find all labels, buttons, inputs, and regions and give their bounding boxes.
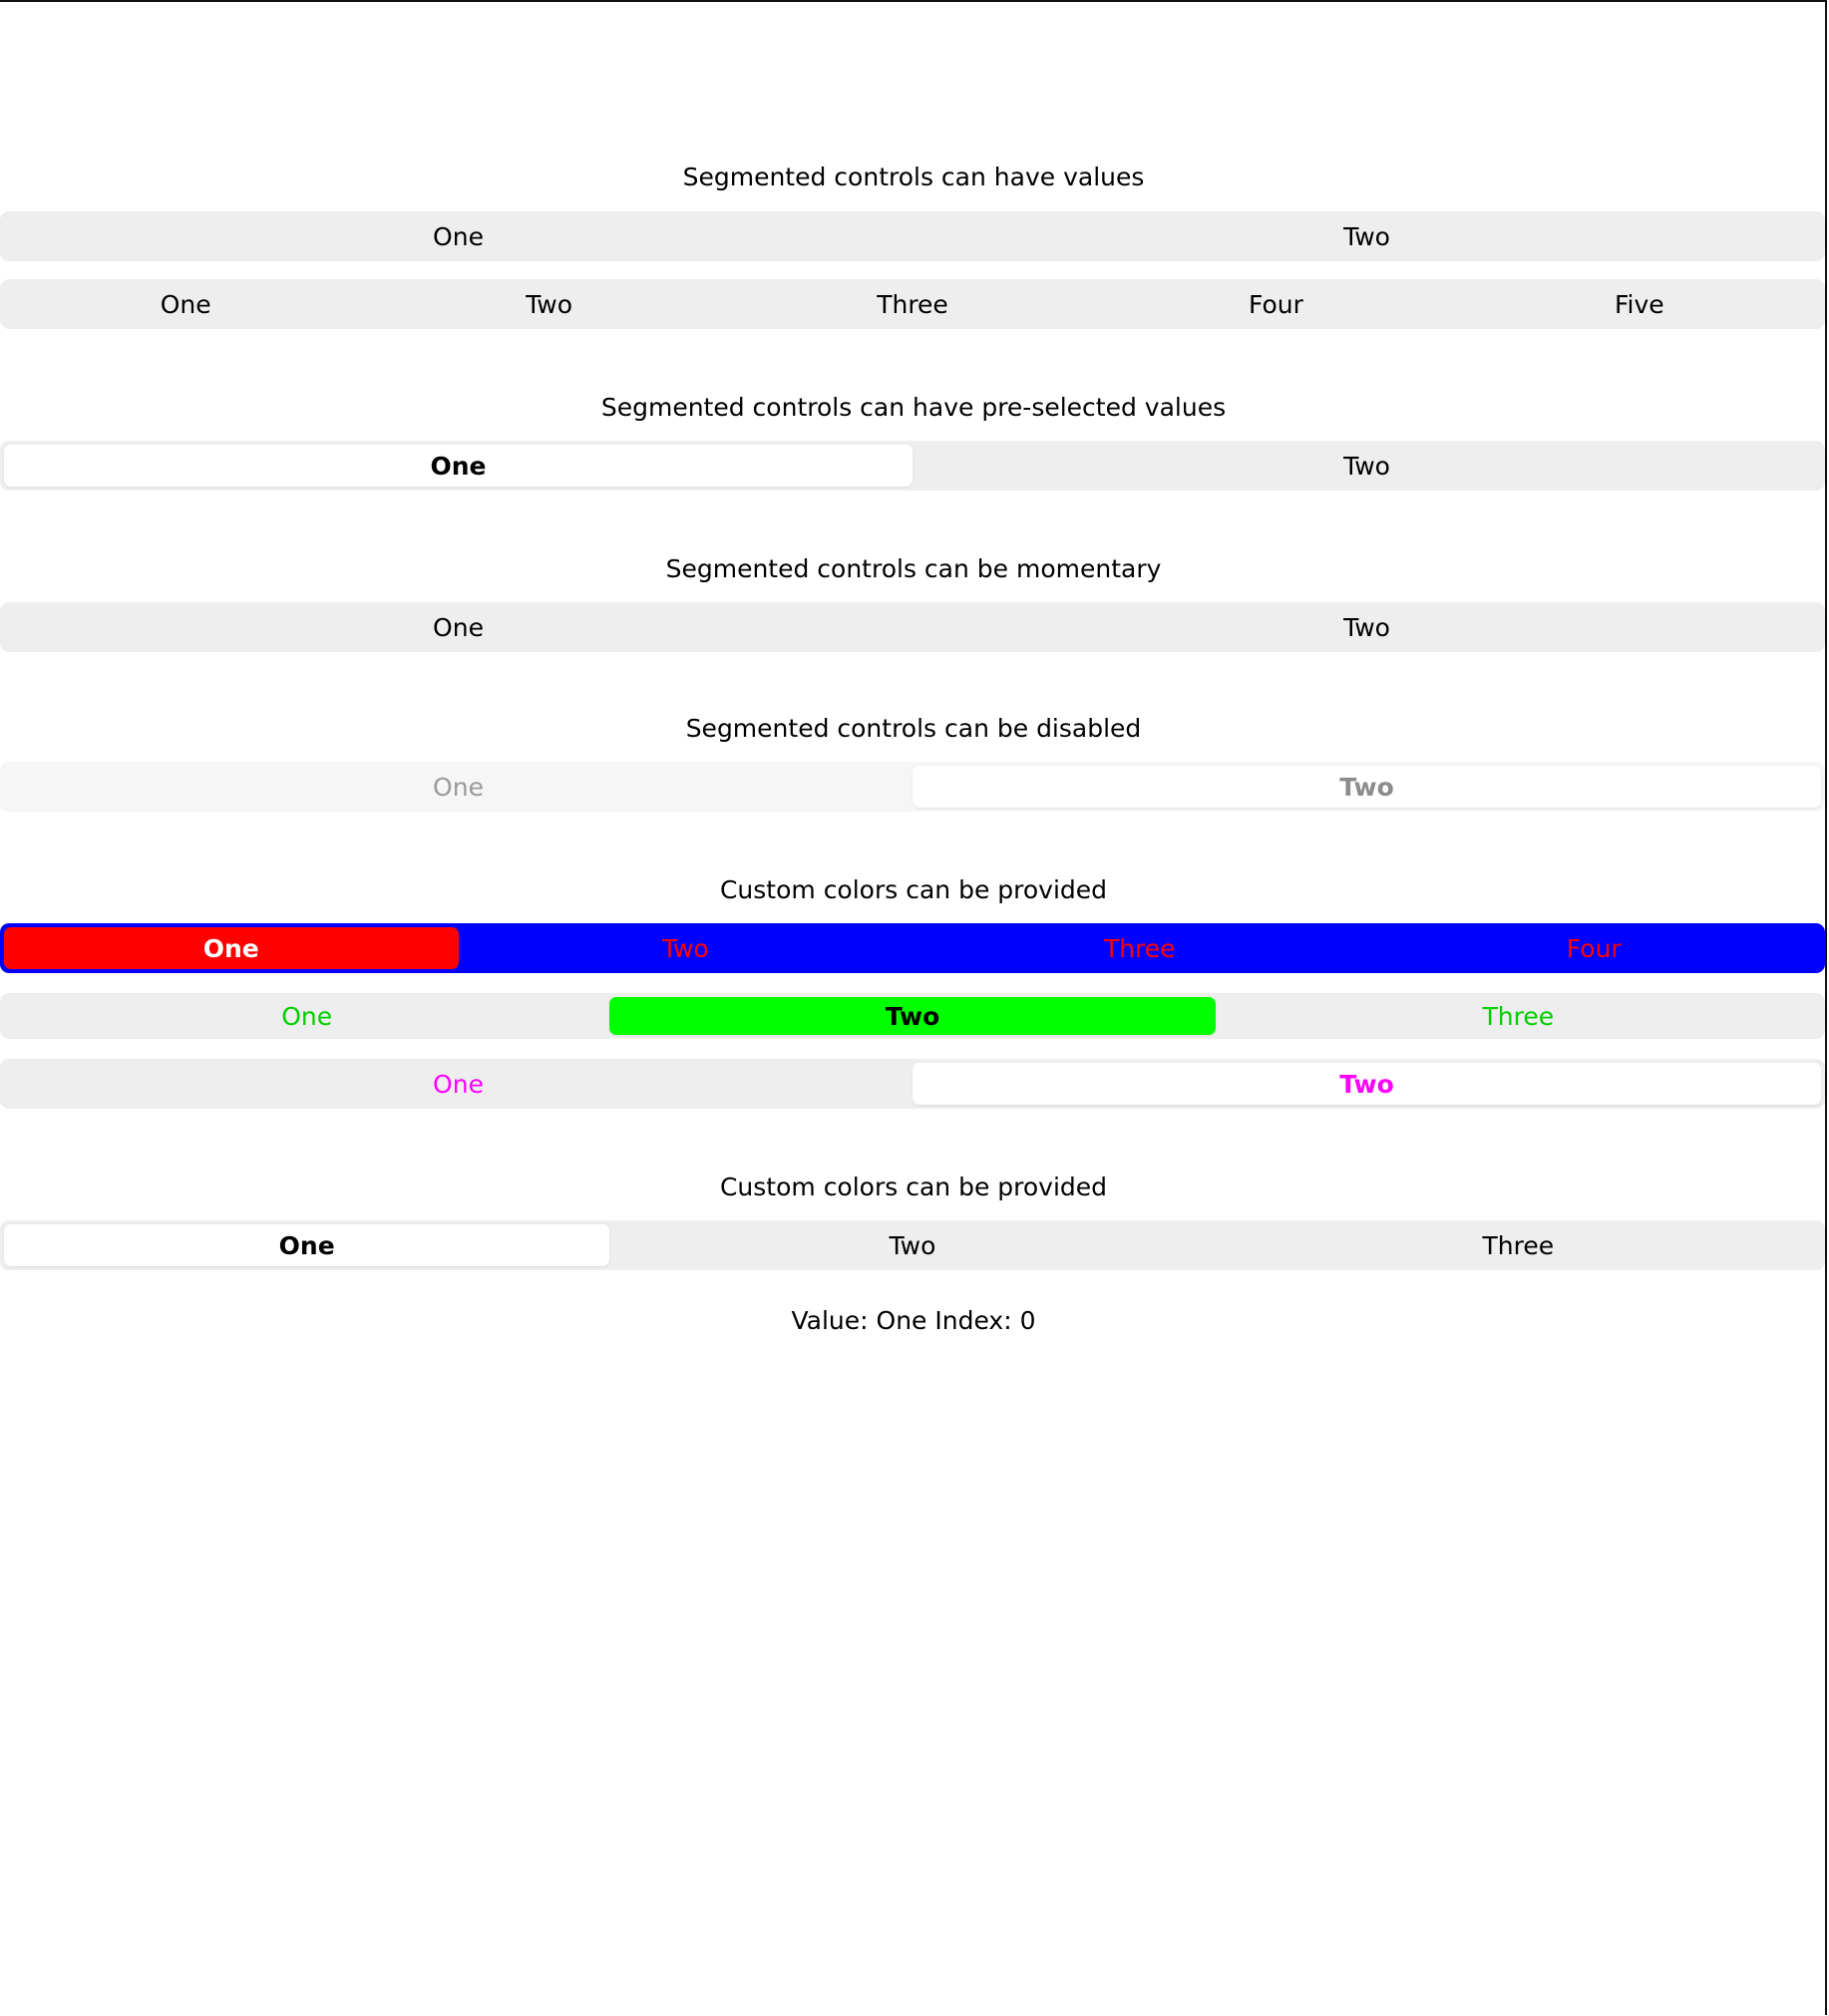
segment-two-selected[interactable]: Two [913,1063,1821,1105]
segment-two[interactable]: Two [1343,612,1390,642]
section-title-preselected: Segmented controls can have pre-selected values [600,393,1227,422]
segmented-control-momentary[interactable] [0,602,1825,652]
section-title-values: Segmented controls can have values [682,163,1145,191]
segment-one[interactable]: One [281,1001,333,1031]
section-title-momentary: Segmented controls can be momentary [665,554,1162,583]
segment-two[interactable]: Two [526,289,573,319]
segment-five[interactable]: Five [1614,289,1664,319]
segment-one: One [433,772,484,802]
segment-three[interactable]: Three [877,289,948,319]
segmented-control-custom-green[interactable] [0,993,1825,1039]
segment-two-selected: Two [913,766,1821,808]
segment-two[interactable]: Two [1343,221,1390,251]
segmented-control-values-five[interactable] [0,279,1825,329]
segmented-control-custom-magenta[interactable] [0,1059,1825,1109]
segment-one-selected[interactable]: One [4,445,913,487]
segment-one[interactable]: One [160,289,211,319]
segmented-control-value-tracker[interactable] [0,1220,1825,1270]
section-title-custom-colors: Custom colors can be provided [719,875,1108,904]
segment-two-selected[interactable]: Two [609,997,1215,1035]
section-title-disabled: Segmented controls can be disabled [685,714,1142,743]
segment-two[interactable]: Two [661,933,709,963]
segment-one[interactable]: One [433,221,484,251]
segmented-control-values-two[interactable] [0,211,1825,261]
segment-one[interactable]: One [433,612,484,642]
segment-two[interactable]: Two [889,1230,936,1260]
segment-four[interactable]: Four [1566,933,1622,963]
segment-three[interactable]: Three [1482,1001,1555,1031]
segmented-control-preselected[interactable] [0,441,1825,491]
segment-one-selected[interactable]: One [4,927,459,969]
segment-three[interactable]: Three [1482,1230,1555,1260]
segment-four[interactable]: Four [1248,289,1303,319]
segment-two[interactable]: Two [1343,451,1390,481]
segment-one-selected[interactable]: One [4,1224,609,1266]
segmented-control-disabled [0,762,1825,812]
value-index-status: Value: One Index: 0 [791,1306,1036,1335]
section-title-custom-colors-2: Custom colors can be provided [719,1173,1108,1201]
segment-three[interactable]: Three [1103,933,1176,963]
segmented-control-custom-blue[interactable] [0,923,1825,973]
segment-one[interactable]: One [433,1069,484,1099]
